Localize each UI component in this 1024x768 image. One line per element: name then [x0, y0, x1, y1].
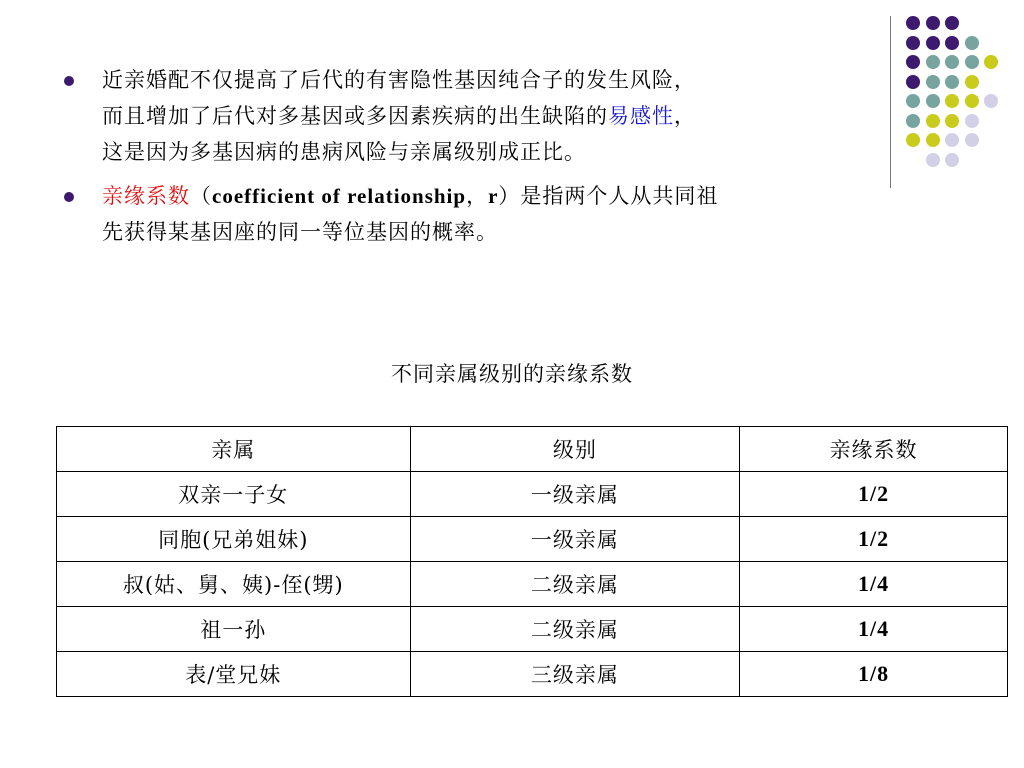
cell-coefficient: 1/4 [740, 562, 1008, 607]
decorative-dot-icon [906, 114, 920, 128]
decorative-dot-icon [926, 114, 940, 128]
text-run: 而且增加了后代对多基因或多因素疾病的出生缺陷的 [102, 104, 608, 128]
text-run-en: r [488, 184, 499, 208]
decorative-dot-icon [906, 133, 920, 147]
text-run: ）是指两个人从共同祖 [498, 184, 719, 208]
decorative-dot-icon [965, 114, 979, 128]
cell-relative: 表/堂兄妹 [57, 652, 411, 697]
cell-degree: 三级亲属 [410, 652, 740, 697]
table-row [57, 562, 1008, 607]
text-run: ， [466, 184, 489, 208]
decorative-dot-icon [945, 55, 959, 69]
decorative-dot-icon [926, 133, 940, 147]
relationship-coefficient-table [56, 426, 1008, 697]
decorative-dot-icon [926, 36, 940, 50]
decorative-dot-icon [965, 55, 979, 69]
header-relative: 亲属 [57, 427, 411, 472]
bullet-list [60, 62, 880, 250]
decorative-dot-icon [906, 36, 920, 50]
table-title: 不同亲属级别的亲缘系数 [391, 362, 633, 386]
decorative-dot-icon [926, 94, 940, 108]
text-run: ， [674, 104, 696, 128]
cell-relative: 双亲一子女 [57, 472, 411, 517]
decorative-dot-icon [906, 16, 920, 30]
bullet-line [102, 214, 880, 250]
decorative-dot-icon [945, 36, 959, 50]
cell-degree: 一级亲属 [410, 472, 740, 517]
decorative-dot-icon [906, 55, 920, 69]
decorative-dot-icon [945, 133, 959, 147]
decorative-dot-icon [926, 55, 940, 69]
cell-relative: 祖一孙 [57, 607, 411, 652]
bullet-dot-icon [64, 192, 74, 202]
decorative-dot-icon [984, 55, 998, 69]
cell-coefficient: 1/2 [740, 517, 1008, 562]
text-run-red: 亲缘系数 [102, 184, 190, 208]
bullet-line [102, 62, 880, 98]
cell-degree: 二级亲属 [410, 607, 740, 652]
decorative-dot-icon [945, 75, 959, 89]
header-degree: 级别 [410, 427, 740, 472]
text-run: 这是因为多基因病的患病风险与亲属级别成正比。 [102, 140, 586, 164]
header-coefficient: 亲缘系数 [740, 427, 1008, 472]
cell-coefficient: 1/2 [740, 472, 1008, 517]
text-run: （ [190, 184, 212, 208]
decorative-dot-icon [965, 133, 979, 147]
decorative-dot-icon [926, 16, 940, 30]
decorative-dot-icon [965, 36, 979, 50]
table-row [57, 472, 1008, 517]
table-header-row [57, 427, 1008, 472]
bullet-line [102, 134, 880, 170]
cell-coefficient: 1/4 [740, 607, 1008, 652]
bullet-text [102, 178, 880, 250]
decorative-dot-icon [984, 94, 998, 108]
bullet-item-inbreeding-risk [60, 62, 880, 170]
table-row [57, 517, 1008, 562]
bullet-text [102, 62, 880, 170]
decorative-dot-icon [926, 153, 940, 167]
decorative-dot-icon [945, 94, 959, 108]
decorative-dot-icon [965, 75, 979, 89]
bullet-line [102, 178, 880, 214]
decorative-dot-icon [926, 75, 940, 89]
bullet-item-coefficient-definition [60, 178, 880, 250]
text-run: 近亲婚配不仅提高了后代的有害隐性基因纯合子的发生风险， [102, 68, 696, 92]
decorative-dot-icon [945, 114, 959, 128]
bullet-line [102, 98, 880, 134]
table-row [57, 652, 1008, 697]
decorative-dot-grid [900, 12, 1010, 172]
text-run-blue: 易感性 [608, 104, 674, 128]
decorative-dot-icon [906, 94, 920, 108]
table-row [57, 607, 1008, 652]
cell-relative: 同胞(兄弟姐妹) [57, 517, 411, 562]
text-run-en: coefficient of relationship [212, 184, 467, 208]
decorative-divider [890, 16, 891, 188]
cell-coefficient: 1/8 [740, 652, 1008, 697]
decorative-dot-icon [906, 75, 920, 89]
text-run: 先获得某基因座的同一等位基因的概率。 [102, 220, 498, 244]
cell-degree: 二级亲属 [410, 562, 740, 607]
decorative-dot-icon [945, 16, 959, 30]
cell-degree: 一级亲属 [410, 517, 740, 562]
decorative-dot-icon [965, 94, 979, 108]
bullet-dot-icon [64, 76, 74, 86]
decorative-dot-icon [945, 153, 959, 167]
cell-relative: 叔(姑、舅、姨)-侄(甥) [57, 562, 411, 607]
